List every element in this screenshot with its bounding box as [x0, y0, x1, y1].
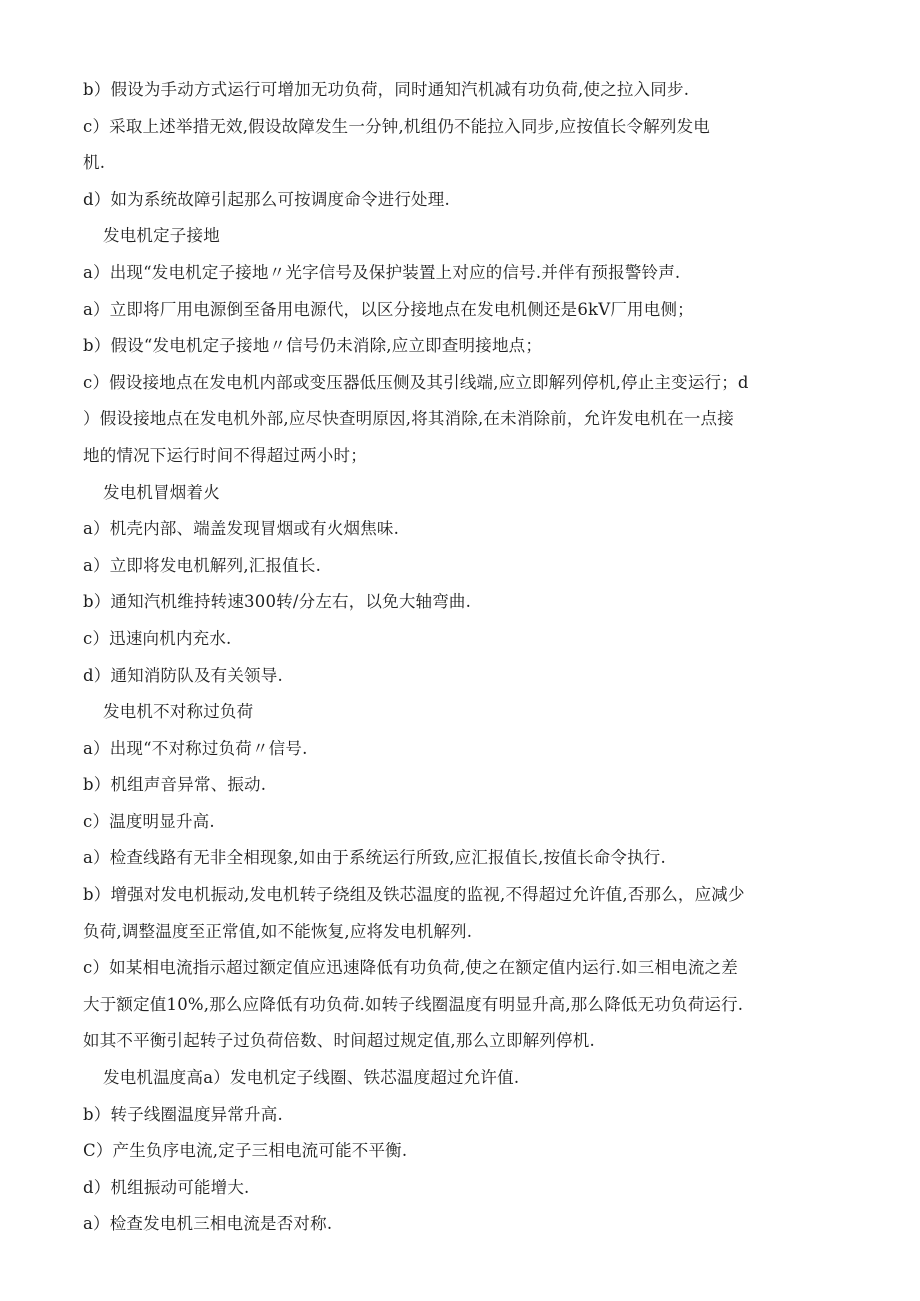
- text-line: c）采取上述举措无效,假设故障发生一分钟,机组仍不能拉入同步,应按值长令解列发电: [83, 116, 710, 136]
- text-line: 负荷,调整温度至正常值,如不能恢复,应将发电机解列.: [83, 921, 473, 941]
- text-line: b）假设“发电机定子接地〃信号仍未消除,应立即查明接地点；: [83, 336, 543, 356]
- text-line: b）转子线圈温度异常升高.: [83, 1104, 283, 1124]
- text-line: ）假设接地点在发电机外部,应尽快查明原因,将其消除,在未消除前，允许发电机在一点接: [83, 409, 734, 429]
- text-line: b）通知汽机维持转速300转/分左右，以免大轴弯曲.: [83, 592, 472, 612]
- document-body: [83, 72, 828, 1243]
- text-line: b）假设为手动方式运行可增加无功负荷，同时通知汽机减有功负荷,使之拉入同步.: [83, 80, 690, 99]
- text-line: a）检查发电机三相电流是否对称.: [83, 1214, 333, 1234]
- section-heading: 发电机温度高a）发电机定子线圈、铁芯温度超过允许值.: [103, 1068, 520, 1088]
- text-line: 大于额定值10%,那么应降低有功负荷.如转子线圈温度有明显升高,那么降低无功负荷运行.: [83, 994, 744, 1014]
- text-line: 地的情况下运行时间不得超过两小时；: [83, 445, 367, 465]
- text-line: b）机组声音异常、振动.: [83, 775, 267, 795]
- text-line: a）立即将厂用电源倒至备用电源代，以区分接地点在发电机侧还是6kV厂用电侧；: [83, 299, 694, 319]
- section-heading: 发电机定子接地: [103, 226, 220, 246]
- text-line: 如其不平衡引起转子过负荷倍数、时间超过规定值,那么立即解列停机.: [83, 1031, 595, 1051]
- text-line: 机.: [83, 153, 106, 173]
- text-line: c）温度明显升高.: [83, 811, 215, 831]
- text-line: c）迅速向机内充水.: [83, 628, 232, 648]
- text-line: a）立即将发电机解列,汇报值长.: [83, 555, 322, 575]
- text-line: d）如为系统故障引起那么可按调度命令进行处理.: [83, 189, 450, 209]
- text-line: c）假设接地点在发电机内部或变压器低压侧及其引线端,应立即解列停机,停止主变运行；d: [83, 372, 749, 392]
- text-line: a）机壳内部、端盖发现冒烟或有火烟焦味.: [83, 519, 400, 539]
- text-line: d）通知消防队及有关领导.: [83, 665, 283, 685]
- text-line: d）机组振动可能增大.: [83, 1177, 250, 1197]
- text-line: a）出现“不对称过负荷〃信号.: [83, 738, 308, 758]
- section-heading: 发电机不对称过负荷: [103, 702, 254, 722]
- text-line: C）产生负序电流,定子三相电流可能不平衡.: [83, 1141, 408, 1161]
- text-line: a）检查线路有无非全相现象,如由于系统运行所致,应汇报值长,按值长命令执行.: [83, 848, 666, 868]
- text-line: a）出现“发电机定子接地〃光字信号及保护装置上对应的信号.并伴有预报警铃声.: [83, 262, 681, 282]
- text-line: b）增强对发电机振动,发电机转子绕组及铁芯温度的监视,不得超过允许值,否那么，应减少: [83, 885, 745, 905]
- text-line: c）如某相电流指示超过额定值应迅速降低有功负荷,使之在额定值内运行.如三相电流之差: [83, 958, 738, 978]
- section-heading: 发电机冒烟着火: [103, 482, 220, 502]
